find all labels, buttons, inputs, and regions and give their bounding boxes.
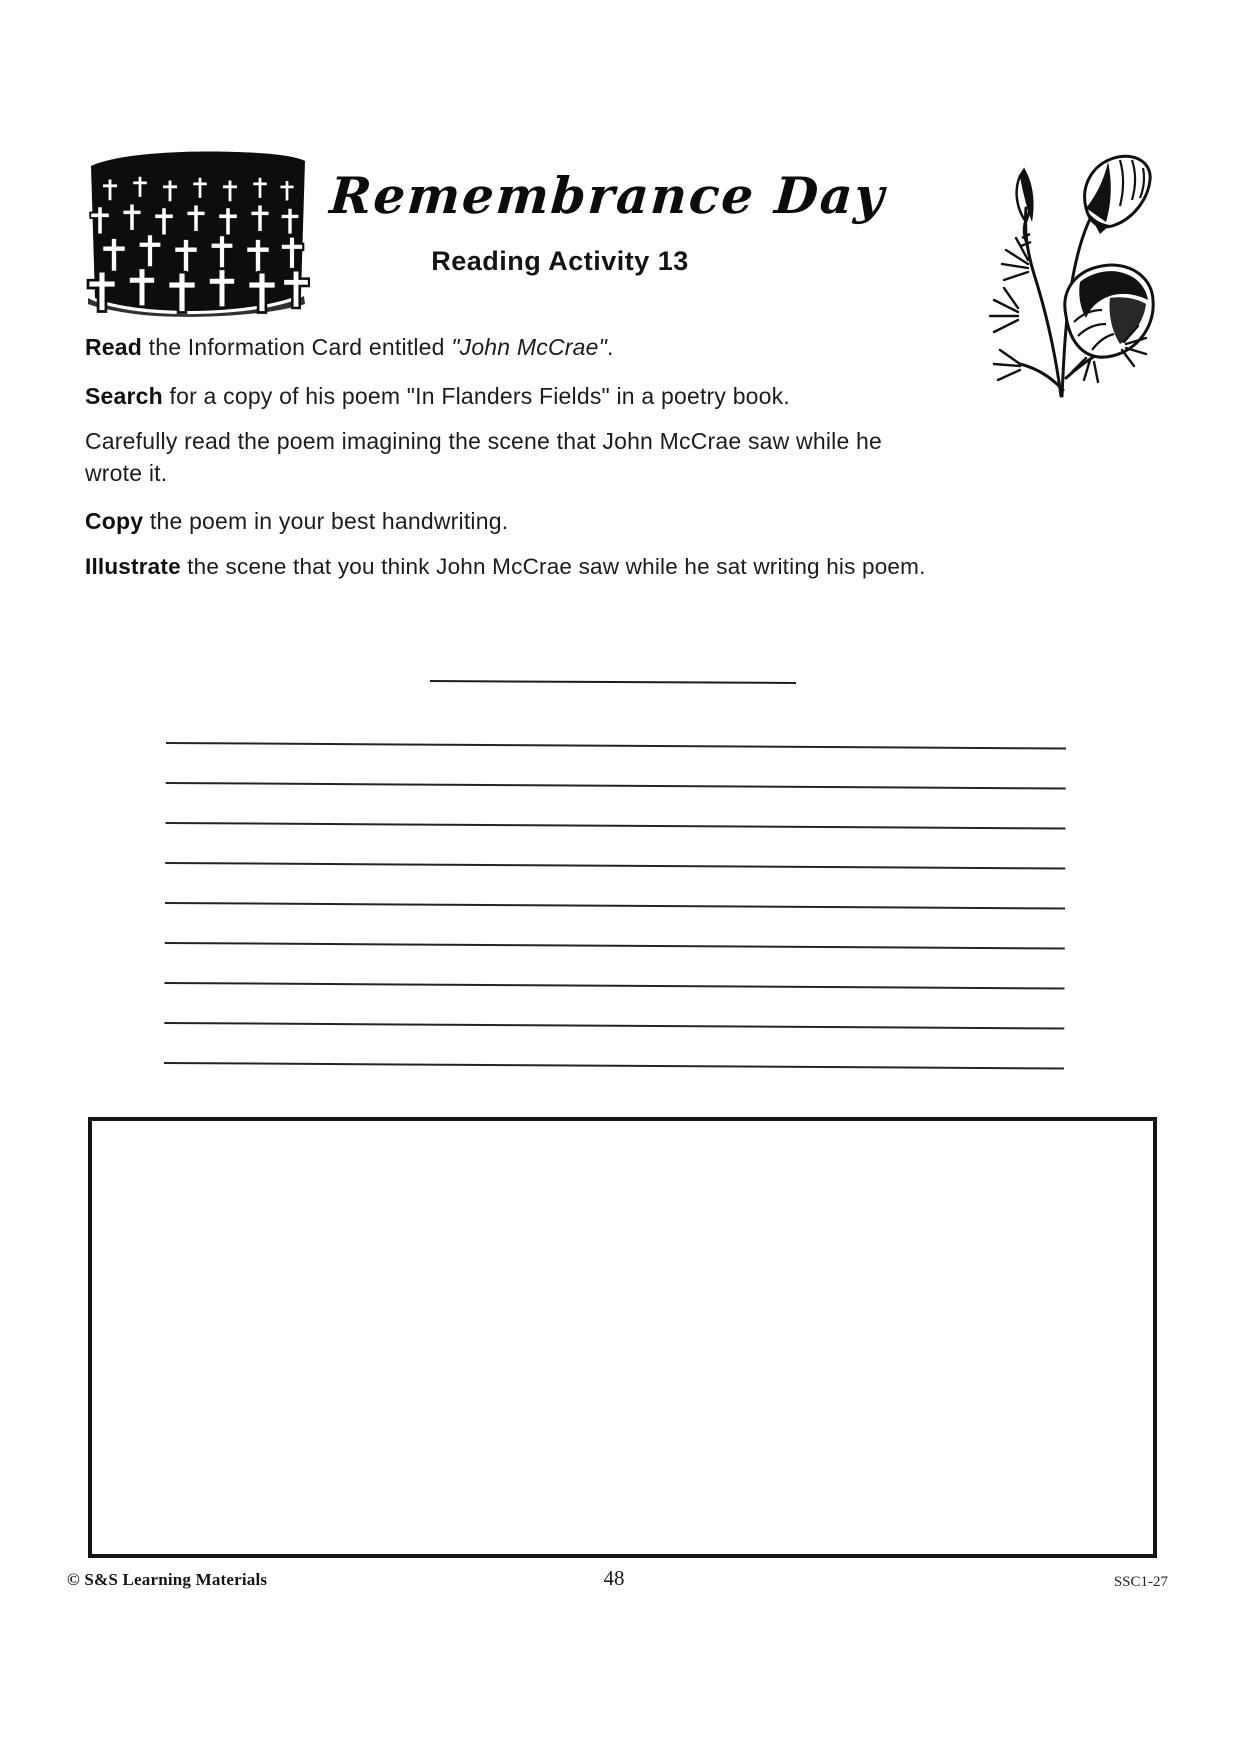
page-subtitle: Reading Activity 13 bbox=[431, 246, 689, 276]
crosses-icon bbox=[86, 148, 310, 318]
instruction-read-lead: Read bbox=[85, 334, 143, 360]
footer-copyright: © S&S Learning Materials bbox=[67, 1570, 268, 1589]
footer-code: SSC1-27 bbox=[1113, 1574, 1168, 1590]
instruction-carefully bbox=[85, 425, 1095, 489]
writing-line bbox=[164, 1062, 1064, 1069]
writing-line bbox=[165, 942, 1065, 949]
instruction-copy-lead: Copy bbox=[85, 508, 144, 534]
instruction-read bbox=[85, 331, 1095, 363]
instruction-read-card-title: "John McCrae" bbox=[451, 334, 607, 360]
writing-line bbox=[165, 982, 1065, 989]
instruction-read-mid: the Information Card entitled bbox=[142, 334, 452, 360]
writing-line bbox=[166, 782, 1066, 789]
page-title: Remembrance Day bbox=[327, 166, 888, 225]
instruction-carefully-line2: wrote it. bbox=[85, 460, 168, 486]
instruction-carefully-line1: Carefully read the poem imagining the scene that John McCrae saw while he bbox=[85, 428, 883, 454]
writing-line bbox=[166, 742, 1066, 749]
instruction-illustrate-lead: Illustrate bbox=[85, 553, 181, 579]
instruction-read-end: . bbox=[606, 334, 614, 360]
instruction-illustrate-text: the scene that you think John McCrae saw while he sat writing his poem. bbox=[180, 553, 926, 579]
instruction-illustrate bbox=[85, 551, 1095, 583]
instruction-search bbox=[85, 380, 1095, 412]
writing-line bbox=[164, 1022, 1064, 1029]
footer-page-number: 48 bbox=[603, 1566, 625, 1590]
instruction-search-lead: Search bbox=[85, 383, 163, 409]
poem-title-line bbox=[430, 680, 796, 684]
war-cemetery-crosses-image bbox=[86, 148, 310, 318]
instruction-copy bbox=[85, 505, 1095, 537]
illustration-box bbox=[88, 1117, 1157, 1558]
writing-line bbox=[165, 902, 1065, 909]
writing-line bbox=[165, 862, 1065, 869]
writing-line bbox=[165, 822, 1065, 829]
instruction-search-text: for a copy of his poem "In Flanders Fields" in a poetry book. bbox=[162, 383, 790, 409]
instruction-copy-text: the poem in your best handwriting. bbox=[143, 508, 509, 534]
writing-lines bbox=[164, 742, 1066, 1107]
